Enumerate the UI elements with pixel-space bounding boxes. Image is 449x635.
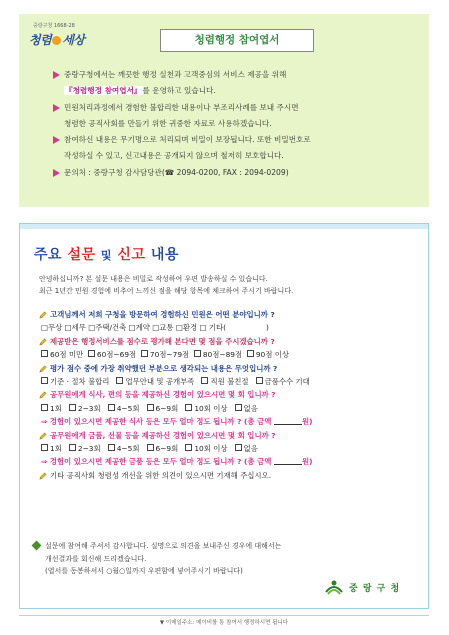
amount-field[interactable] (274, 416, 302, 425)
survey-intro: 안녕하십니까? 본 설문 내용은 비밀로 작성하여 우편 발송하실 수 있습니다. 최근 1년간 민원 경험에 비추어 느끼신 점을 해당 항목에 체크하여 주시기 바랍니다. (39, 275, 294, 295)
pencil-icon (39, 391, 47, 399)
pencil-icon (39, 311, 47, 319)
arrow-bullet-icon (53, 169, 60, 177)
question-5-options[interactable]: 1회 2~3회 4~5회 6~9회 10회 이상 없음 (39, 442, 424, 455)
note-item: 작성하실 수 있고, 신고내용은 공개되지 않으며 철저히 보호합니다. (64, 151, 284, 161)
district-emblem-icon (325, 579, 343, 595)
footer-note: ▼ 이메일주소: 메이비를 통 참여서 행정하시면 됩니다 (19, 615, 429, 630)
checkbox[interactable] (116, 377, 123, 384)
checkbox[interactable] (141, 350, 148, 357)
question-3: 평가 점수 중에 가장 취약했던 부분으로 생각되는 내용은 무엇입니까 ? (39, 362, 424, 375)
checkbox[interactable] (235, 404, 242, 411)
checkbox[interactable] (247, 350, 254, 357)
question-3-options[interactable]: 기준 · 절차 불합리 업무안내 및 공개부족 직원 불친절 금품수수 기대 (39, 375, 424, 388)
info-notes (53, 67, 425, 181)
checkbox[interactable] (147, 444, 154, 451)
card-title: 청렴행정 참여엽서 (160, 29, 314, 52)
thanks-note: 설문에 참여해 주셔서 감사합니다. 실명으로 의견을 보내주신 경우에 대해서는 개선결과를 회신해 드리겠습니다. (엽서를 동봉하셔서 ○월○일까지 우편함에 넣어주시기 바랍니다) (45, 540, 281, 578)
note-item: 참여하신 내용은 무기명으로 처리되며 비밀이 보장됩니다. 또한 비밀번호로 (53, 132, 425, 148)
logo (29, 22, 109, 56)
logo-text: 청렴 세상 (29, 33, 85, 47)
checkbox[interactable] (185, 404, 192, 411)
arrow-bullet-icon (53, 136, 60, 144)
logo-dot-icon (52, 36, 61, 45)
checkbox[interactable] (69, 444, 76, 451)
checkbox[interactable] (41, 444, 48, 451)
arrow-bullet-icon (53, 71, 60, 79)
checkbox[interactable] (41, 377, 48, 384)
pencil-icon (39, 472, 47, 480)
question-4-options[interactable]: 1회 2~3회 4~5회 6~9회 10회 이상 없음 (39, 402, 424, 415)
amount-field[interactable] (274, 456, 302, 465)
checkbox[interactable] (41, 404, 48, 411)
note-item: 청렴한 공직사회를 만들기 위한 귀중한 자료로 사용하겠습니다. (64, 118, 272, 128)
checkbox[interactable] (235, 444, 242, 451)
checkbox[interactable] (201, 377, 208, 384)
survey-heading: 주요 설문 및 신고 내용 (34, 247, 179, 263)
question-4: 공무원에게 식사, 편의 등을 제공하신 경험이 있으시면 몇 회 입니까 ? (39, 388, 424, 401)
question-2-options[interactable]: 60점 미만 60점~69점 70점~79점 80점~89점 90점 이상 (39, 348, 424, 361)
checkbox[interactable] (108, 444, 115, 451)
issuer-signature: 중 랑 구 청 (325, 579, 415, 597)
checkbox[interactable] (185, 444, 192, 451)
arrow-bullet-icon (53, 104, 60, 112)
question-1-options[interactable]: □무상 □세무 □주택/건축 □계약 □교통 □환경 □ 기타( ) (41, 323, 269, 333)
checkbox[interactable] (88, 350, 95, 357)
checkbox[interactable] (256, 377, 263, 384)
question-5: 공무원에게 금품, 선물 등을 제공하신 경험이 있으시면 몇 회 입니까 ? (39, 429, 424, 442)
question-2: 제공받은 행정서비스를 점수로 평가해 본다면 몇 점을 주시겠습니까 ? (39, 335, 424, 348)
question-1: 고객님께서 저희 구청을 방문하여 경험하신 민원은 어떤 분야입니까 ? (39, 308, 424, 321)
logo-subtext: 중랑구청 1668-28 (33, 23, 75, 29)
pencil-icon (39, 432, 47, 440)
checkbox[interactable] (147, 404, 154, 411)
checkbox[interactable] (69, 404, 76, 411)
question-4-followup: ⇒ 경험이 있으시면 제공한 식사 등은 모두 얼마 정도 됩니까 ? (총 금액 원) (41, 417, 313, 427)
checkbox[interactable] (108, 404, 115, 411)
question-6: 기타 공직사회 청렴성 개선을 위한 의견이 있으시면 기재해 주십시오. (39, 469, 424, 482)
pencil-icon (39, 338, 47, 346)
note-item: 중랑구청에서는 깨끗한 행정 실천과 고객중심의 서비스 제공을 위해 (53, 67, 425, 83)
checkbox[interactable] (194, 350, 201, 357)
info-card (19, 14, 429, 207)
note-item: 『청렴행정 참여엽서』를 운영하고 있습니다. (65, 86, 216, 96)
survey-card (19, 223, 429, 609)
note-item: 문의처 : 중랑구청 감사담당관(☎ 2094-0200, FAX : 2094-0209) (53, 165, 425, 181)
question-list (39, 308, 424, 482)
question-5-followup: ⇒ 경험이 있으시면 제공한 금품 등은 모두 얼마 정도 됩니까 ? (총 금액 원) (41, 457, 313, 467)
diamond-bullet-icon (32, 541, 42, 551)
pencil-icon (39, 365, 47, 373)
note-item: 민원처리과정에서 경험한 불합리한 내용이나 부조리사례를 보내 주시면 (53, 100, 425, 116)
checkbox[interactable] (41, 350, 48, 357)
